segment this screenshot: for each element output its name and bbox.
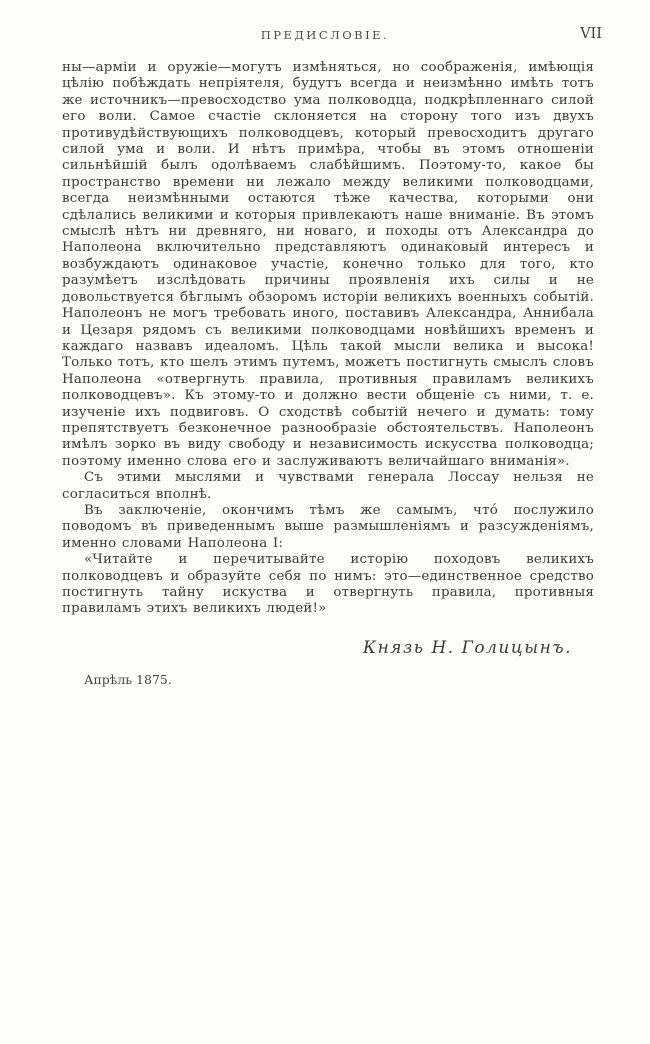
paragraph: Въ заключеніе, окончимъ тѣмъ же самымъ, чтó послужило поводомъ въ приведеннымъ выше размышленіямъ и разсужденіямъ, именно словами Наполеона I:	[62, 502, 594, 551]
page-number: VII	[580, 26, 602, 42]
date: Апрѣль 1875.	[84, 671, 172, 687]
signature: Князь Н. Голицынъ.	[362, 637, 572, 658]
paragraph: Съ этими мыслями и чувствами генерала Лоссау нельзя не согласиться вполнѣ.	[62, 470, 594, 502]
paragraph: ны—арміи и оружіе—могутъ измѣняться, но соображенія, имѣющія цѣлію побѣждать непріятеля, будутъ всегда и неизмѣнно имѣть тотъ же источникъ—превосходство ума полководца, подкрѣпленнаго силой его воли. Самое счастіе склоняется на сторону того изъ двухъ противудѣйствующихъ полководцевъ, который превосходитъ другаго силой ума и воли. И нѣтъ примѣра, чтобы въ этомъ отношеніи сильнѣйшій былъ одолѣваемъ слабѣйшимъ. Поэтому-то, какое бы пространство времени ни лежало между великими полководцами, всегда неизмѣнными остаются тѣже качества, которыми они сдѣлались великими и которыя привлекаютъ наше вниманіе. Въ этомъ смыслѣ нѣтъ ни древняго, ни новаго, и походы отъ Александра до Наполеона включительно представляютъ одинаковый интересъ и возбуждаютъ одинаковое участіе, конечно только для того, кто разумѣетъ изслѣдовать причины проявленія ихъ силы и не довольствуется бѣглымъ обзоромъ исторіи великихъ военныхъ событій. Наполеонъ не могъ требовать иного, поставивъ Александра, Аннибала и Цезаря рядомъ съ великими полководцами новѣйшихъ временъ и каждаго назвавъ идеаломъ. Цѣль такой мысли велика и высока! Только тотъ, кто шелъ этимъ путемъ, можетъ постигнуть смыслъ словъ Наполеона «отвергнуть правила, противныя правиламъ великихъ полководцевъ». Къ этому-то и должно вести общеніе съ ними, т. е. изученіе ихъ подвиговъ. О сходствѣ событій нечего и думать: тому препятствуетъ безконечное разнообразіе обстоятельствъ. Наполеонъ имѣлъ зорко въ виду свободу и независимость искусства полководца; поэтому именно слова его и заслуживаютъ величайшаго вниманія».	[62, 60, 594, 469]
page-header-title: ПРЕДИСЛОВІЕ.	[260, 28, 390, 42]
page-body	[62, 60, 594, 618]
paragraph: «Читайте и перечитывайте исторію походовъ великихъ полководцевъ и образуйте себя по нимъ: это—единственное средство постигнуть тайну искуства и отвергнуть правила, противныя правиламъ этихъ великихъ людей!»	[62, 552, 594, 617]
page-header	[0, 28, 650, 50]
